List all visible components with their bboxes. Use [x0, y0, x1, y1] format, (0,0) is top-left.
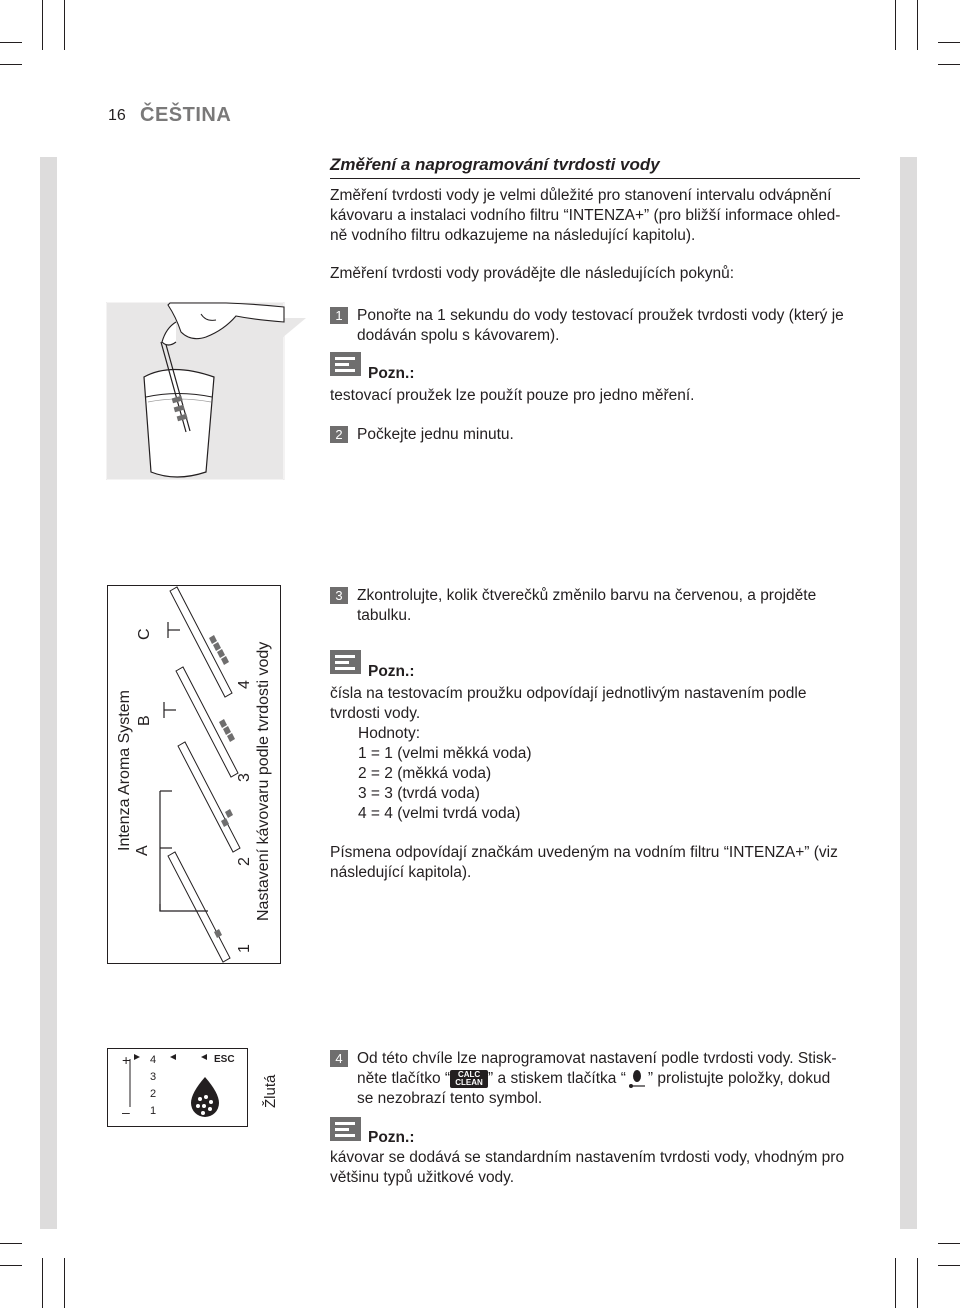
- step-number: 2: [330, 426, 348, 443]
- crop-mark: [938, 1243, 960, 1244]
- step-4: [330, 1049, 837, 1109]
- color-label: Žlutá: [262, 1074, 279, 1108]
- test-strip-figure: [107, 585, 281, 964]
- strip-caption: Nastavení kávovaru podle tvrdosti vody: [255, 641, 272, 921]
- section-title: Změření a naprogramování tvrdosti vody: [330, 155, 860, 179]
- letter-b: B: [136, 715, 153, 726]
- level-1: 1: [150, 1105, 157, 1117]
- number-1: 1: [236, 944, 253, 953]
- note-text: kávovar se dodává se standardním nastavením tvrdosti vody, vhodným pro většinu typů užitkové vody.: [330, 1149, 845, 1186]
- letter-a: A: [134, 845, 151, 856]
- step-text: Od této chvíle lze naprogramovat nastavení podle tvrdosti vody. Stisk- něte tlačítko “ CALC CLEAN ” a stiskem tlačítka “ ” prolistujte položky, dokud se nezobrazí tento symbol.: [357, 1050, 837, 1108]
- page-number: 16: [108, 107, 126, 124]
- step-number: 1: [330, 307, 348, 324]
- intenza-label: Intenza Aroma System: [116, 690, 133, 851]
- coffee-bean-icon: [626, 1069, 648, 1089]
- number-2: 2: [236, 857, 253, 866]
- intro-paragraph: Změření tvrdosti vody je velmi důležité pro stanovení intervalu odvápnění kávovaru a instalaci vodního filtru “INTENZA+” (pro bližší informace ohled- ně vodního filtru odkazujeme na následující kapitolu).: [330, 187, 841, 244]
- letter-c: C: [136, 628, 153, 640]
- note-icon: [330, 650, 361, 674]
- margin-bar-right: [900, 157, 917, 1229]
- crop-mark: [64, 1258, 65, 1308]
- step-3: [330, 586, 816, 626]
- number-3: 3: [236, 773, 253, 782]
- note-label: Pozn.:: [368, 365, 415, 382]
- minus-sign: –: [122, 1104, 130, 1120]
- step-2: [330, 425, 514, 445]
- letters-paragraph: Písmena odpovídají značkám uvedeným na vodním filtru “INTENZA+” (viz následující kapitola).: [330, 844, 838, 881]
- crop-mark: [895, 0, 896, 50]
- step-number: 3: [330, 587, 348, 604]
- crop-mark: [0, 1265, 22, 1266]
- crop-mark: [917, 0, 918, 50]
- crop-mark: [64, 0, 65, 50]
- calc-clean-button-icon: CALC CLEAN: [450, 1070, 488, 1088]
- note-label: Pozn.:: [368, 1129, 415, 1146]
- glass-illustration: [106, 302, 306, 480]
- note-text: čísla na testovacím proužku odpovídají jednotlivým nastavením podle tvrdosti vody. Hodnoty: 1 = 1 (velmi měkká voda) 2 = 2 (měkká voda) 3 = 3 (tvrdá voda) 4 = 4 (velmi tvrdá voda): [330, 685, 807, 822]
- display-figure: [107, 1048, 248, 1127]
- step-number: 4: [330, 1050, 348, 1067]
- margin-bar-left: [40, 157, 57, 1229]
- step-text: Ponořte na 1 sekundu do vody testovací proužek tvrdosti vody (který je dodáván spolu s kávovarem).: [357, 307, 844, 344]
- crop-mark: [917, 1258, 918, 1308]
- language-heading: ČEŠTINA: [140, 104, 232, 126]
- crop-mark: [0, 64, 22, 65]
- note-icon: [330, 352, 361, 376]
- esc-label: ESC: [214, 1054, 235, 1065]
- crop-mark: [895, 1258, 896, 1308]
- step-text: Zkontrolujte, kolik čtverečků změnilo barvu na červenou, a projděte tabulku.: [357, 587, 817, 624]
- note-icon: [330, 1117, 361, 1141]
- crop-mark: [938, 1265, 960, 1266]
- crop-mark: [42, 1258, 43, 1308]
- crop-mark: [938, 64, 960, 65]
- number-4: 4: [236, 680, 253, 689]
- instruction-text: Změření tvrdosti vody provádějte dle následujících pokynů:: [330, 265, 735, 282]
- crop-mark: [938, 42, 960, 43]
- plus-sign: +: [122, 1052, 131, 1068]
- crop-mark: [0, 1243, 22, 1244]
- crop-mark: [0, 42, 22, 43]
- note-text: testovací proužek lze použít pouze pro jedno měření.: [330, 387, 695, 404]
- level-3: 3: [150, 1071, 157, 1083]
- step-text: Počkejte jednu minutu.: [357, 426, 514, 443]
- level-2: 2: [150, 1088, 157, 1100]
- note-label: Pozn.:: [368, 663, 415, 680]
- crop-mark: [42, 0, 43, 50]
- water-drop-icon: [108, 1049, 247, 1126]
- level-4: 4: [150, 1054, 157, 1066]
- step-1: [330, 306, 844, 346]
